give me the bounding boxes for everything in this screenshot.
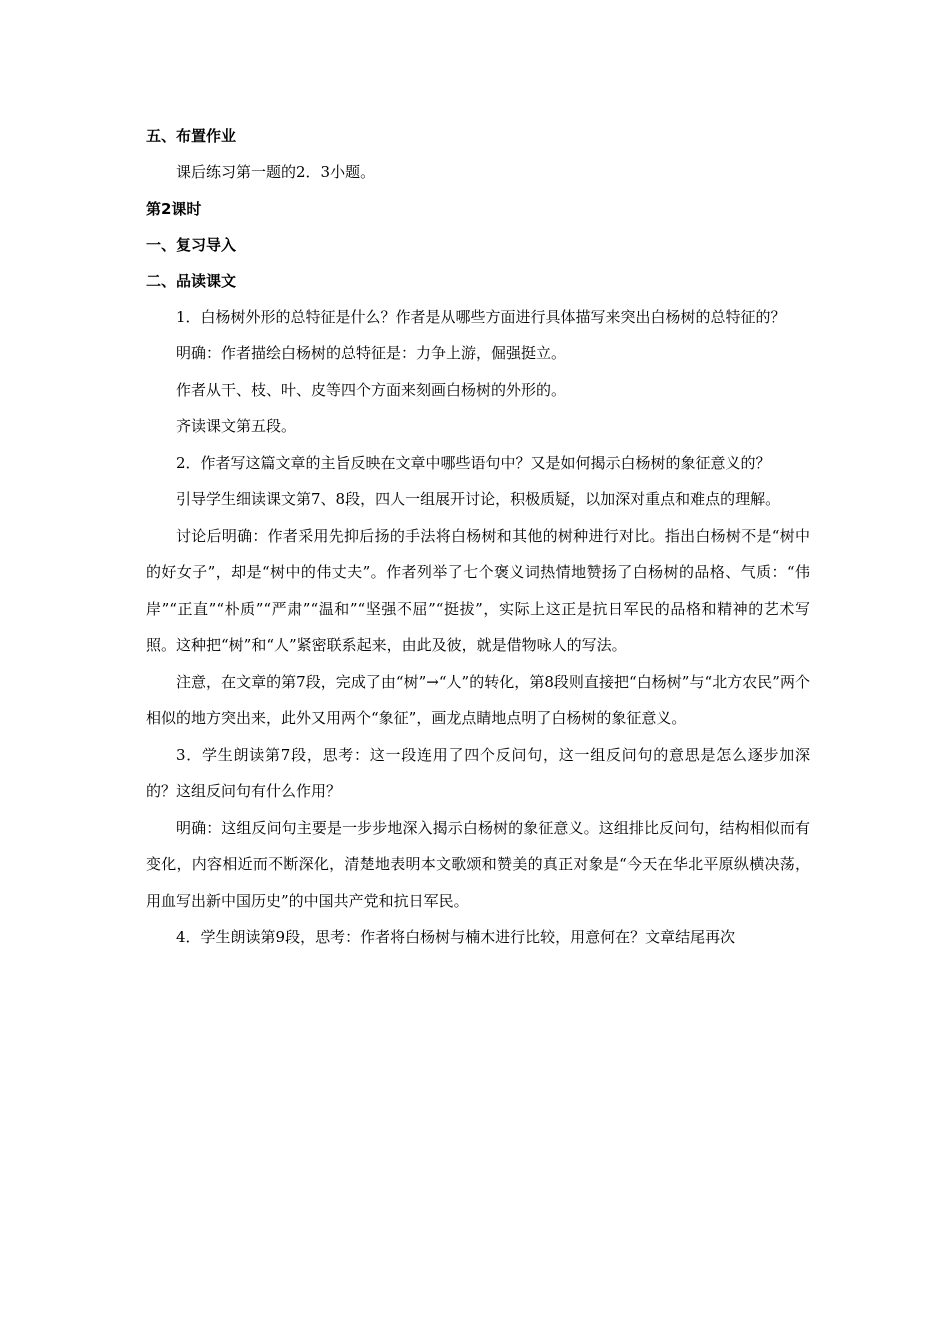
review-heading: 一、复习导入 (146, 235, 237, 254)
guidance-text: 引导学生细读课文第7、8段，四人一组展开讨论，积极质疑，以加深对重点和难点的理解。 (176, 490, 781, 508)
discussion-conclusion: 讨论后明确：作者采用先抑后扬的手法将白杨树和其他的树种进行对比。指出白杨树不是“树中的好女子”，却是“树中的伟丈夫”。作者列举了七个褒义词热情地赞扬了白杨树的品格、气质：“伟岸”“正直”“朴质”“严肃”“温和”“坚强不屈”“挺拔”，实际上这正是抗日军民的品格和精神的艺术写照。这种把“树”和“人”紧密联系起来，由此及彼，就是借物咏人的写法。 (146, 526, 810, 654)
lesson2-heading: 第2课时 (146, 199, 202, 218)
reading-heading: 二、品读课文 (146, 271, 237, 290)
question-1: 1．白杨树外形的总特征是什么？作者是从哪些方面进行具体描写来突出白杨树的总特征的？ (176, 307, 786, 326)
answer-3: 明确：这组反问句主要是一步步地深入揭示白杨树的象征意义。这组排比反问句，结构相似而有变化，内容相近而不断深化，清楚地表明本文歌颂和赞美的真正对象是“今天在华北平原纵横决荡，用血写出新中国历史”的中国共产党和抗日军民。 (146, 818, 810, 910)
answer-1-detail: 作者从干、枝、叶、皮等四个方面来刻画白杨树的外形的。 (176, 380, 567, 399)
document-page (146, 118, 810, 956)
instruction-read: 齐读课文第五段。 (176, 417, 297, 435)
question-3: 3．学生朗读第7段，思考：这一段连用了四个反问句，这一组反问句的意思是怎么逐步加深的？这组反问句有什么作用？ (146, 745, 810, 800)
answer-1-main: 明确：作者描绘白杨树的总特征是：力争上游，倔强挺立。 (176, 344, 567, 362)
homework-text: 课后练习第一题的2．3小题。 (176, 163, 376, 181)
question-4: 4．学生朗读第9段，思考：作者将白杨树与楠木进行比较，用意何在？文章结尾再次 (176, 928, 736, 946)
homework-heading: 五、布置作业 (146, 127, 237, 145)
note-text: 注意，在文章的第7段，完成了由“树”→“人”的转化，第8段则直接把“白杨树”与“北方农民”两个相似的地方突出来，此外又用两个“象征”，画龙点睛地点明了白杨树的象征意义。 (146, 672, 810, 727)
question-2: 2．作者写这篇文章的主旨反映在文章中哪些语句中？又是如何揭示白杨树的象征意义的？ (176, 453, 771, 472)
